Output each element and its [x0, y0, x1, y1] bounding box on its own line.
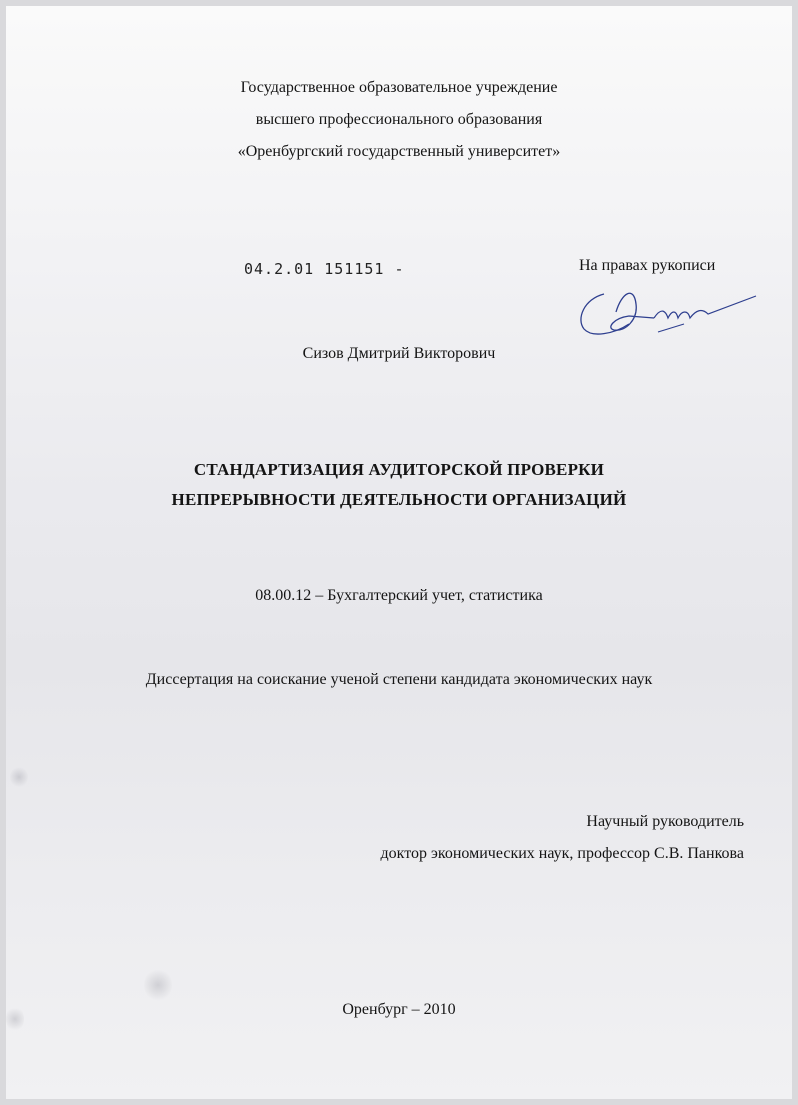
degree-statement: Диссертация на соискание ученой степени кандидата экономических наук	[145, 671, 653, 688]
institution-line-2: высшего профессионального образования	[255, 111, 543, 128]
dissertation-title-line-2: НЕПРЕРЫВНОСТИ ДЕЯТЕЛЬНОСТИ ОРГАНИЗАЦИЙ	[171, 490, 627, 509]
signature-icon	[574, 274, 764, 344]
advisor-label: Научный руководитель	[586, 813, 744, 830]
document-page	[6, 6, 792, 1099]
advisor-name: доктор экономических наук, профессор С.В. Панкова	[380, 845, 744, 862]
registration-stamp: 04.2.01 151151 -	[244, 260, 405, 278]
dissertation-title-line-1: СТАНДАРТИЗАЦИЯ АУДИТОРСКОЙ ПРОВЕРКИ	[193, 460, 605, 479]
manuscript-rights-label: На правах рукописи	[579, 257, 716, 274]
specialty: 08.00.12 – Бухгалтерский учет, статистика	[255, 587, 543, 604]
city-year: Оренбург – 2010	[342, 1001, 456, 1018]
paper-smudge	[144, 968, 172, 1002]
institution-line-3: «Оренбургский государственный университет»	[237, 143, 561, 160]
author-name: Сизов Дмитрий Викторович	[302, 345, 496, 362]
institution-line-1: Государственное образовательное учреждение	[240, 79, 558, 96]
paper-smudge	[10, 766, 28, 788]
